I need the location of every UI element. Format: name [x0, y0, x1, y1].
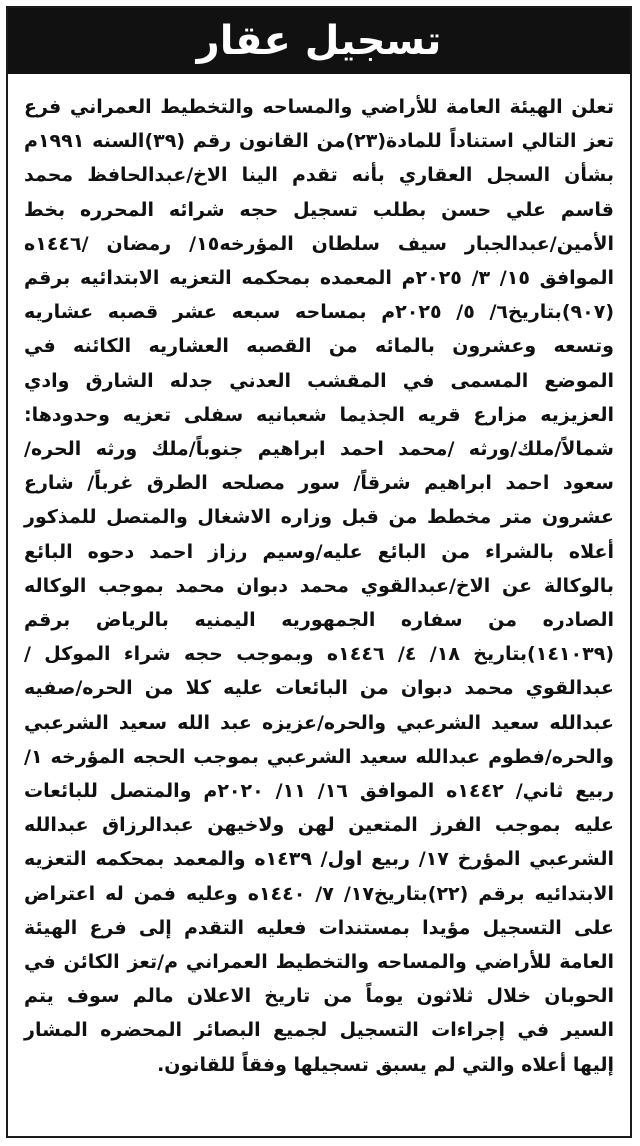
- notice-body: تعلن الهيئة العامة للأراضي والمساحه والتخطيط العمراني فرع تعز التالي استناداً للمادة(٢٣)من القانون رقم (٣٩)السنه ١٩٩١م بشأن السجل العقاري بأنه تقدم الينا الاخ/عبدالحافظ محمد قاسم علي حسن بطلب تسجيل حجه شرائه المحرره بخط الأمين/عبدالجبار سيف سلطان المؤرخه١٥/ رمضان /١٤٤٦ه الموافق ١٥/ ٣/ ٢٠٢٥م المعمده بمحكمه التعزيه الابتدائيه برقم (٩٠٧)بتاريخ٦/ ٥/ ٢٠٢٥م بمساحه سبعه عشر قصبه عشاريه وتسعه وعشرون بالمائه من القصبه العشاريه الكائنه في الموضع المسمى في المقشب العدني جدله الشارق وادي العزيزيه مزارع قريه الجذيما شعبانيه سفلى تعزيه وحدودها: شمالاً/ملك/ورثه /محمد احمد ابراهيم جنوباً/ملك ورثه الحره/سعود احمد ابراهيم شرقاً/ سور مصلحه الطرق غرباً/ شارع عشرون متر مخطط من قبل وزاره الاشغال والمتصل للمذكور أعلاه بالشراء من البائع عليه/وسيم رزاز احمد دحوه البائع بالوكالة عن الاخ/عبدالقوي محمد دبوان محمد بموجب الوكاله الصادره من سفاره الجمهوريه اليمنيه بالرياض برقم (١٤١٠٣٩)بتاريخ ١٨/ ٤/ ١٤٤٦ه وبموجب حجه شراء الموكل / عبدالقوي محمد دبوان من البائعات عليه كلا من الحره/صفيه عبدالله سعيد الشرعبي والحره/عزيزه عبد الله سعيد الشرعبي والحره/فطوم عبدالله سعيد الشرعبي بموجب الحجه المؤرخه ١/ ربيع ثاني/ ١٤٤٢ه الموافق ١٦/ ١١/ ٢٠٢٠م والمتصل للبائعات عليه بموجب الفرز المتعين لهن ولاخيهن عبدالرزاق عبدالله الشرعبي المؤرخ ١٧/ ربيع اول/ ١٤٣٩ه والمعمد بمحكمه التعزيه الابتدائيه برقم (٢٢)بتاريخ١٧/ ٧/ ١٤٤٠ه وعليه فمن له اعتراض على التسجيل مؤيدا بمستندات فعليه التقدم إلى فرع الهيئة العامة للأراضي والمساحه والتخطيط العمراني م/تعز الكائن في الحوبان خلال ثلاثون يوماً من تاريخ الاعلان مالم سوف يتم السير في إجراءات التسجيل لجميع البصائر المحضره المشار إليها أعلاه والتي لم يسبق تسجيلها وفقاً للقانون.: [24, 96, 615, 1076]
- public-notice: [6, 6, 632, 1138]
- title-banner: [8, 8, 630, 74]
- notice-title: تسجيل عقار: [196, 18, 442, 64]
